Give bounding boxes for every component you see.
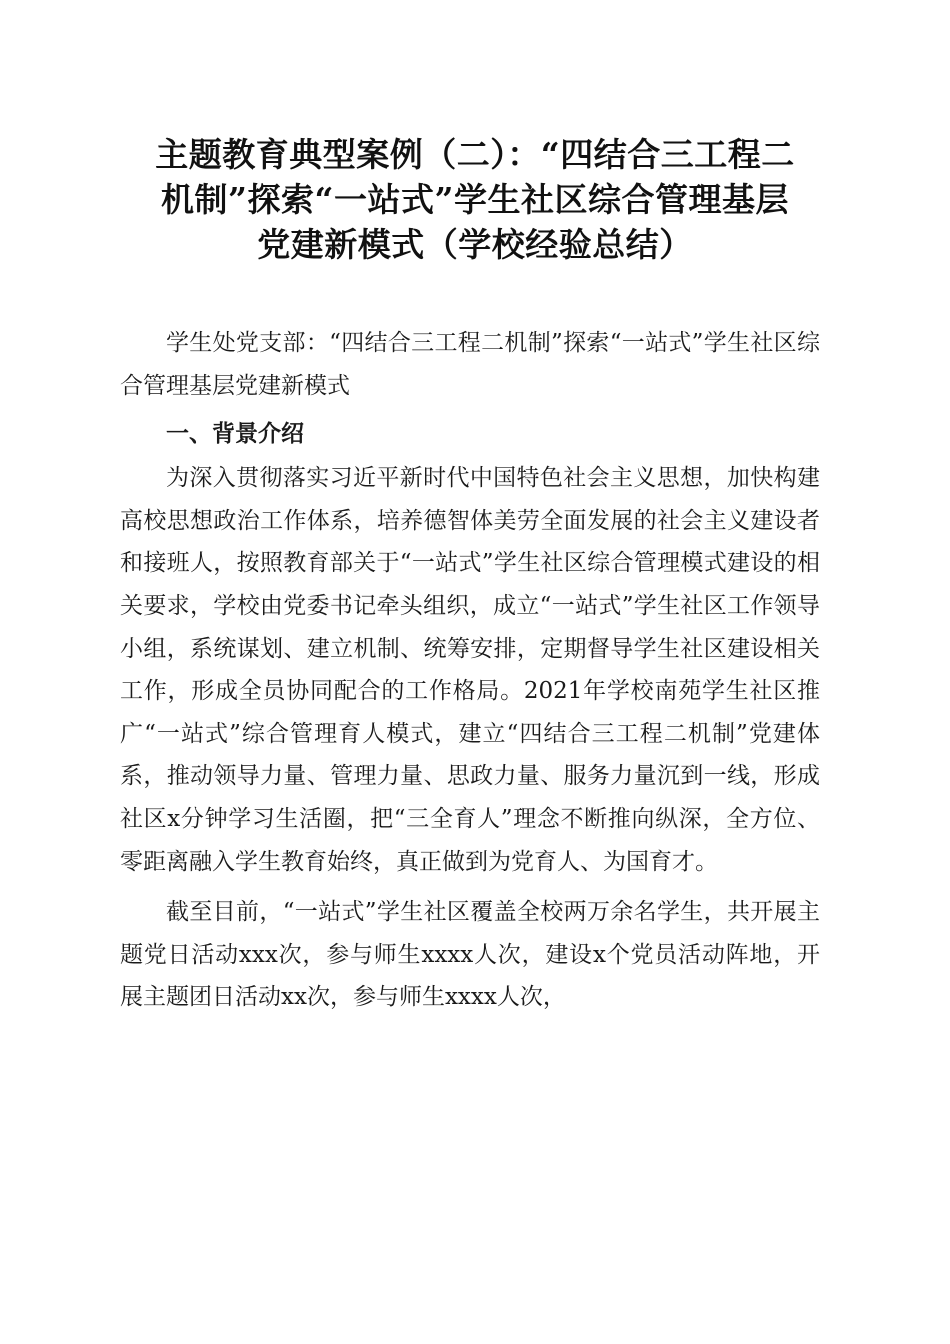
- body-paragraph-1: 为深入贯彻落实习近平新时代中国特色社会主义思想，加快构建高校思想政治工作体系，培养德智体美劳全面发展的社会主义建设者和接班人，按照教育部关于“一站式”学生社区综合管理模式建设的相关要求，学校由党委书记牵头组织，成立“一站式”学生社区工作领导小组，系统谋划、建立机制、统筹安排，定期督导学生社区建设相关工作，形成全员协同配合的工作格局。2021年学校南苑学生社区推广“一站式”综合管理育人模式，建立“四结合三工程二机制”党建体系，推动领导力量、管理力量、思政力量、服务力量沉到一线，形成社区x分钟学习生活圈，把“三全育人”理念不断推向纵深，全方位、零距离融入学生教育始终，真正做到为党育人、为国育才。: [120, 465, 820, 875]
- title-line-2: 机制”探索“一站式”学生社区综合管理基层: [161, 180, 789, 219]
- title-line-3: 党建新模式（学校经验总结）: [257, 225, 693, 264]
- body-paragraph-2: 截至目前，“一站式”学生社区覆盖全校两万余名学生，共开展主题党日活动xxx次，参与师生xxxx人次，建设x个党员活动阵地，开展主题团日活动xx次，参与师生xxxx人次，: [120, 899, 820, 1011]
- section-heading-background: 一、背景介绍: [166, 421, 304, 448]
- document-body: [120, 322, 820, 1019]
- subtitle-paragraph: 学生处党支部：“四结合三工程二机制”探索“一站式”学生社区综合管理基层党建新模式: [120, 330, 820, 399]
- document-title: [110, 132, 840, 267]
- title-line-1: 主题教育典型案例（二）：“四结合三工程二: [155, 135, 795, 174]
